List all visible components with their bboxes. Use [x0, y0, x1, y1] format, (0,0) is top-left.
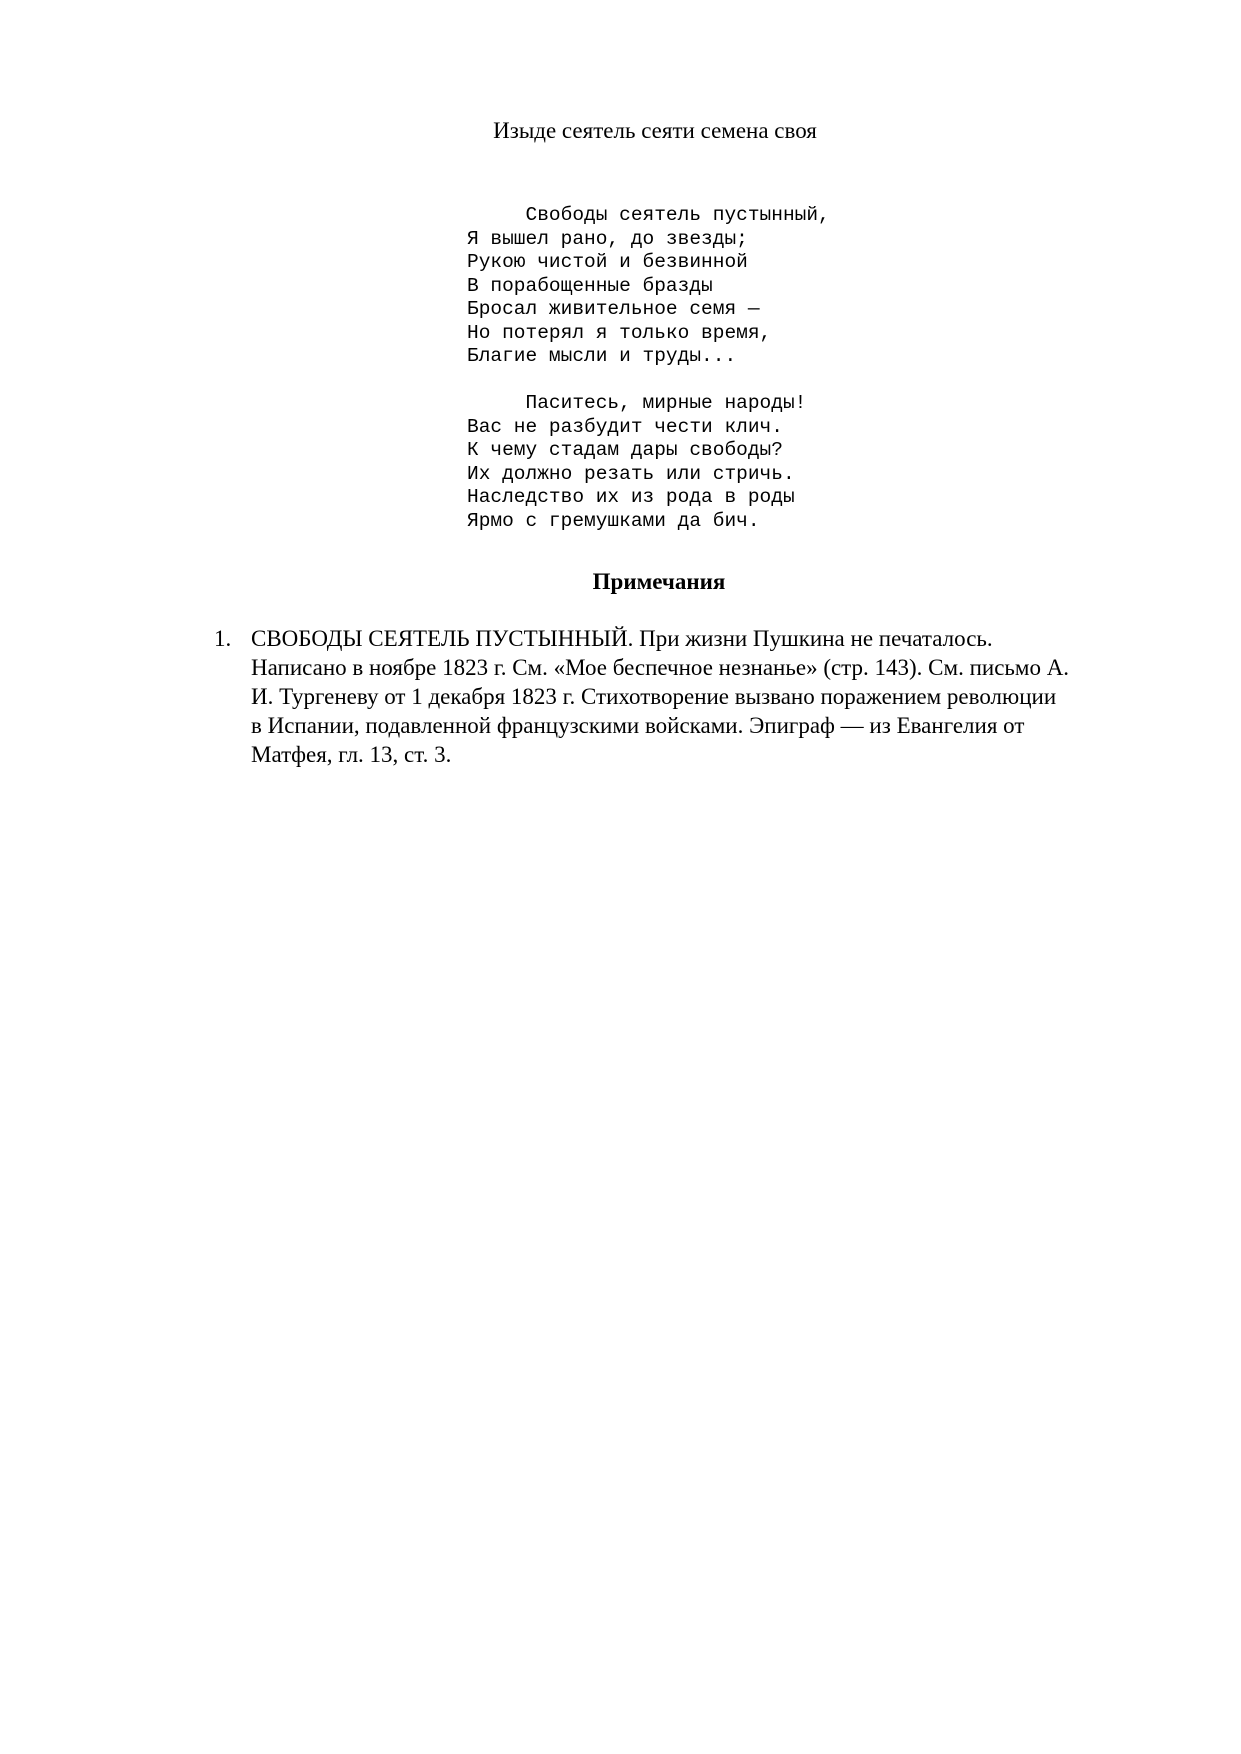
poem-line: Бросал живительное семя —: [467, 298, 760, 320]
poem-line: Благие мысли и труды...: [467, 345, 737, 367]
poem-line: Свободы сеятель пустынный,: [467, 204, 830, 226]
poem-line: Наследство их из рода в роды: [467, 486, 795, 508]
poem-line: К чему стадам дары свободы?: [467, 439, 783, 461]
note-text-line: в Испании, подавленной французскими войсками. Эпиграф — из Евангелия от: [251, 713, 1025, 738]
poem-line: Ярмо с гремушками да бич.: [467, 509, 760, 532]
note-number: 1.: [214, 626, 232, 651]
notes-list: [214, 624, 1144, 769]
poem-line: В порабощенные бразды: [467, 274, 713, 297]
note-text-line: Написано в ноябре 1823 г. См. «Мое беспечное незнанье» (стр. 143). См. письмо А.: [251, 655, 1070, 680]
note-text-line: И. Тургеневу от 1 декабря 1823 г. Стихотворение вызвано поражением революции: [251, 684, 1057, 709]
note-item: [214, 624, 1144, 769]
poem-line: Я вышел рано, до звезды;: [467, 227, 748, 250]
poem-stanza-2: [467, 392, 830, 533]
note-text-line: СВОБОДЫ СЕЯТЕЛЬ ПУСТЫННЫЙ. При жизни Пушкина не печаталось.: [251, 626, 993, 651]
poem-line: Рукою чистой и безвинной: [467, 251, 748, 273]
note-text-line: Матфея, гл. 13, ст. 3.: [251, 742, 452, 767]
poem: [467, 204, 830, 557]
notes-heading: Примечания: [592, 569, 726, 594]
poem-stanza-1: [467, 204, 830, 369]
epigraph: Изыде сеятель сеяти семена своя: [493, 118, 817, 143]
poem-line: Но потерял я только время,: [467, 321, 772, 344]
poem-line: Вас не разбудит чести клич.: [467, 415, 783, 438]
poem-line: Паситесь, мирные народы!: [467, 392, 807, 414]
poem-line: Их должно резать или стричь.: [467, 462, 795, 485]
